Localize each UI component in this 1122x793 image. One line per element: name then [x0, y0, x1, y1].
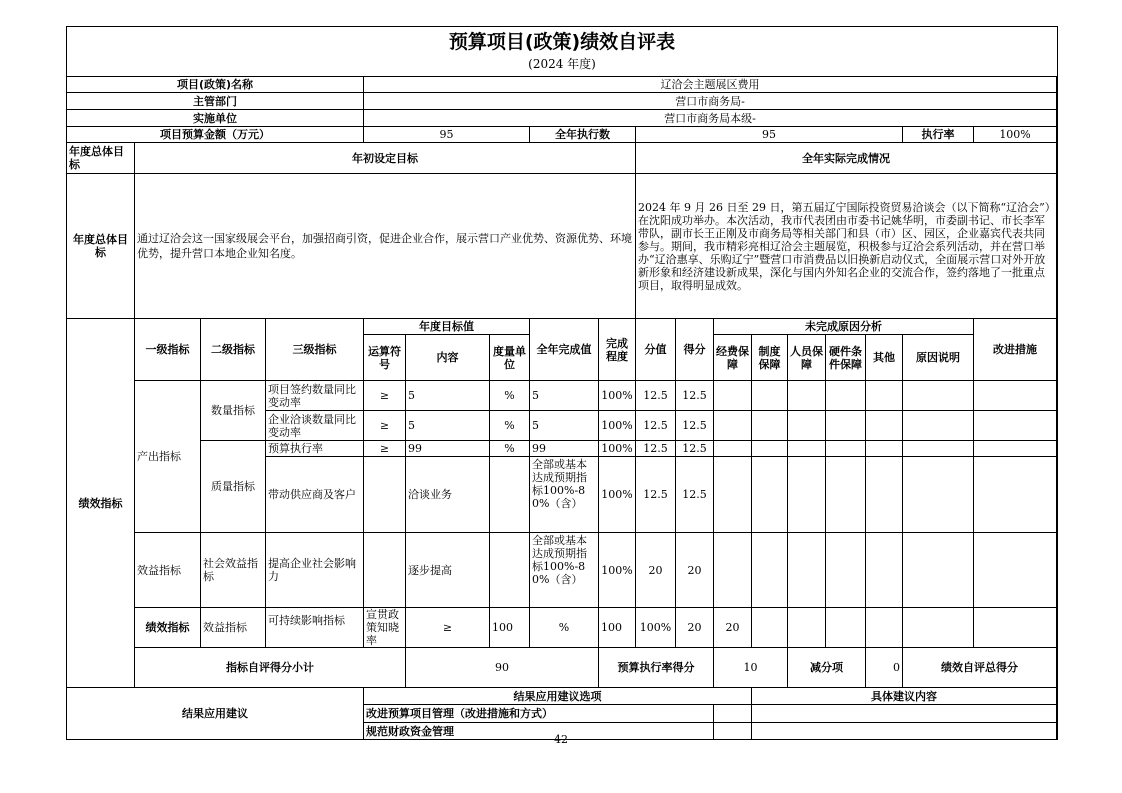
rate-value: 100%	[974, 127, 1057, 143]
subtotal-label: 指标自评得分小计	[135, 648, 406, 688]
header-reason-system: 制度保障	[752, 335, 788, 381]
evaluation-grid	[66, 76, 1057, 740]
table-row-name: 项目签约数量同比变动率	[266, 381, 364, 411]
table-row-actual: 全部或基本达成预期指标100%-80%（含）	[532, 533, 587, 586]
table-row-score: 20	[676, 608, 714, 648]
header-improve: 改进措施	[974, 319, 1057, 381]
table-row-degree: 100%	[599, 533, 636, 608]
table-row-op	[364, 457, 406, 533]
output-label: 产出指标	[135, 381, 201, 533]
table-row-score: 12.5	[636, 411, 676, 441]
table-row-content: 逐步提高	[406, 533, 490, 608]
table-row-name: 预算执行率	[266, 441, 364, 457]
header-got: 得分	[676, 319, 714, 381]
goal-plan-text: 通过辽洽会这一国家级展会平台，加强招商引资，促进企业合作，展示营口产业优势、资源优势、环境优势，提升营口本地企业知名度。	[135, 174, 636, 319]
table-row-content: 100	[490, 608, 530, 648]
table-row-name: 企业洽谈数量同比变动率	[266, 411, 364, 441]
header-score: 分值	[636, 319, 676, 381]
table-row-degree: 100%	[599, 411, 636, 441]
advice-label: 结果应用建议	[67, 688, 364, 740]
deduct-value: 0	[866, 648, 903, 688]
table-row-unit	[490, 533, 530, 608]
table-row-degree: 100%	[599, 441, 636, 457]
header-target-group: 年度目标值	[364, 319, 530, 335]
subtotal-value: 90	[406, 648, 599, 688]
header-actual: 全年完成值	[530, 319, 599, 381]
year-subtitle: (2024 年度)	[528, 57, 596, 71]
table-row-got: 12.5	[676, 441, 714, 457]
table-row-got: 12.5	[676, 411, 714, 441]
unit-value: 营口市商务局本级-	[364, 110, 1057, 127]
page-title: 预算项目(政策)绩效自评表	[448, 31, 676, 53]
table-row-name: 带动供应商及客户	[266, 457, 364, 533]
table-row-degree: 100%	[636, 608, 676, 648]
table-row-got: 20	[714, 608, 752, 648]
advice-option-1: 改进预算项目管理（改进措施和方式）	[364, 705, 714, 723]
table-row-op: ≥	[364, 381, 406, 411]
perf-label: 绩效指标	[67, 319, 135, 688]
header-level2: 二级指标	[201, 319, 266, 381]
exec-value: 95	[636, 127, 903, 143]
table-row-score: 12.5	[636, 441, 676, 457]
table-row-got: 20	[676, 533, 714, 608]
benefit-label-2: 效益指标	[201, 608, 266, 648]
table-row-actual: 99	[530, 441, 599, 457]
sustain-label: 可持续影响指标	[268, 613, 345, 627]
table-row-op	[364, 533, 406, 608]
table-row-degree: 100%	[599, 381, 636, 411]
header-reason-fund: 经费保障	[714, 335, 752, 381]
table-row-op: ≥	[364, 411, 406, 441]
quality-label: 质量指标	[201, 441, 266, 533]
table-row-content: 洽谈业务	[406, 457, 490, 533]
table-row-op: ≥	[406, 608, 490, 648]
table-row-actual: 5	[530, 381, 599, 411]
deduct-label: 减分项	[788, 648, 866, 688]
header-level1: 一级指标	[135, 319, 201, 381]
project-name-label: 项目(政策)名称	[67, 77, 364, 93]
header-reason-note: 原因说明	[903, 335, 974, 381]
header-unit: 度量单位	[490, 335, 530, 381]
total-label: 绩效自评总得分	[903, 648, 1057, 688]
exec-score-value: 10	[714, 648, 788, 688]
exec-label: 全年执行数	[530, 127, 636, 143]
table-row-got: 12.5	[676, 381, 714, 411]
table-row-content: 99	[406, 441, 490, 457]
header-reason-group: 未完成原因分析	[714, 319, 974, 335]
table-row-content: 5	[406, 381, 490, 411]
table-row-name: 提高企业社会影响力	[266, 533, 364, 608]
table-row-op: ≥	[364, 441, 406, 457]
header-reason-hardware: 硬件条件保障	[826, 335, 866, 381]
table-row-unit: %	[490, 381, 530, 411]
table-row-content: 5	[406, 411, 490, 441]
table-row-got: 12.5	[676, 457, 714, 533]
goal-plan-header: 年初设定目标	[135, 143, 636, 174]
header-level3: 三级指标	[266, 319, 364, 381]
social-label: 社会效益指标	[201, 533, 266, 608]
rate-label: 执行率	[903, 127, 974, 143]
table-row-unit	[490, 457, 530, 533]
table-row-score: 12.5	[636, 457, 676, 533]
table-row-degree: 100%	[599, 457, 636, 533]
goal-label: 年度总体目标	[67, 174, 135, 319]
exec-score-label: 预算执行率得分	[599, 648, 714, 688]
table-row-actual: 全部或基本达成预期指标100%-80%（含）	[532, 457, 587, 510]
unit-label: 实施单位	[67, 110, 364, 127]
header-op: 运算符号	[364, 335, 406, 381]
evaluation-table	[66, 26, 1058, 740]
advice-options-header: 结果应用建议选项	[364, 688, 752, 705]
header-degree: 完成程度	[599, 319, 636, 381]
header-reason-staff: 人员保障	[788, 335, 826, 381]
perf-label-2: 绩效指标	[135, 608, 201, 648]
table-row-actual: 5	[530, 411, 599, 441]
page-number: 42	[554, 733, 568, 746]
qty-label: 数量指标	[201, 381, 266, 441]
goal-actual-header: 全年实际完成情况	[636, 143, 1057, 174]
header-reason-other: 其他	[866, 335, 903, 381]
advice-option-2: 规范财政资金管理	[364, 723, 714, 740]
benefit-label: 效益指标	[135, 533, 201, 608]
table-row-score: 12.5	[636, 381, 676, 411]
table-row-actual: 100	[599, 608, 636, 648]
table-row-unit: %	[490, 411, 530, 441]
goal-label-top: 年度总体目标	[67, 143, 135, 174]
table-row-unit: %	[490, 441, 530, 457]
table-row-name: 宣贯政策知晓率	[364, 608, 406, 648]
dept-label: 主管部门	[67, 93, 364, 110]
table-row-score: 20	[636, 533, 676, 608]
goal-actual-text: 2024 年 9 月 26 日至 29 日，第五届辽宁国际投资贸易洽谈会（以下简称“辽洽会”）在沈阳成功举办。本次活动，我市代表团由市委书记姚华明，市委副书记、市长李军带队，副市长王正刚及市商务局等相关部门和县（市）区、园区，企业嘉宾代表共同参与。期间，我市精彩亮相辽洽会主题展览，积极参与辽洽会系列活动，并在营口举办“辽洽惠享、乐购辽宁”暨营口市消费品以旧换新启动仪式，全面展示营口对外开放新形象和经济建设新成果，深化与国内外知名企业的交流合作，签约落地了一批重点项目，取得明显成效。	[636, 174, 1057, 319]
header-content: 内容	[406, 335, 490, 381]
dept-value: 营口市商务局-	[364, 93, 1057, 110]
table-row-unit: %	[530, 608, 599, 648]
project-name-value: 辽洽会主题展区费用	[364, 77, 1057, 93]
advice-content-header: 具体建议内容	[752, 688, 1057, 705]
advice-option-1-check	[714, 705, 752, 723]
advice-option-1-content	[752, 705, 1057, 723]
budget-value: 95	[364, 127, 530, 143]
budget-label: 项目预算金额（万元）	[67, 127, 364, 143]
